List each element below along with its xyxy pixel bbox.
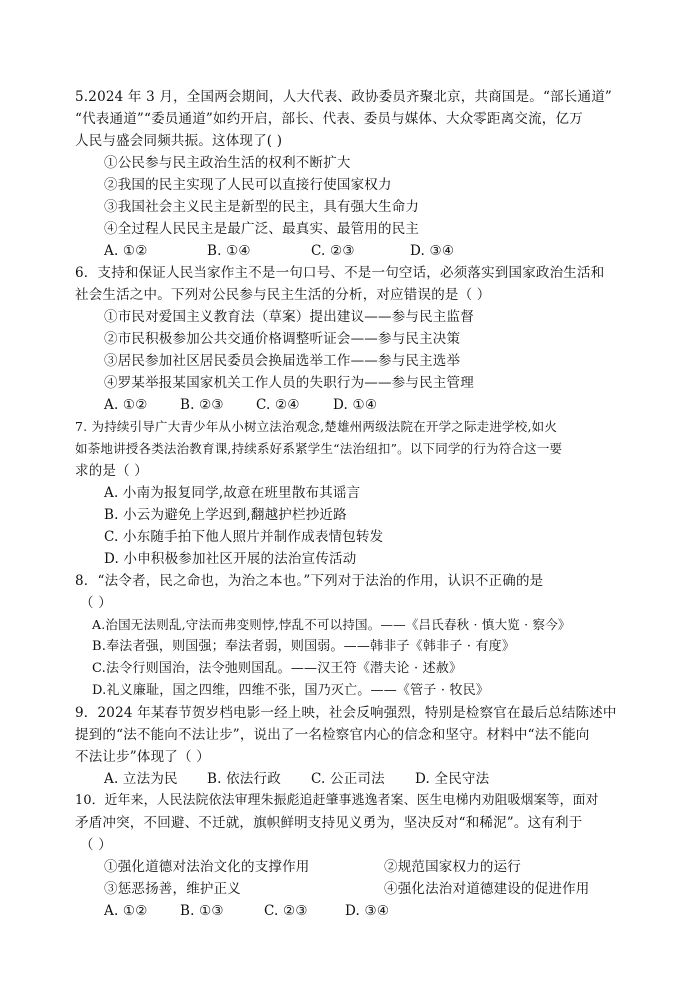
q6-statement-3: ③居民参加社区居民委员会换届选举工作——参与民主选举: [104, 353, 461, 369]
q5-option-a: A. ①②: [104, 243, 148, 259]
q9-option-a: A. 立法为民: [104, 771, 178, 787]
q9-stem-line-3: 不法让步”体现了（ ）: [75, 749, 210, 765]
q6-option-a: A. ①②: [104, 397, 148, 413]
q6-option-b: B. ②③: [180, 397, 224, 413]
q7-option-a: A. 小南为报复同学,故意在班里散布其谣言: [104, 485, 361, 501]
q9-option-c: C. 公正司法: [311, 771, 385, 787]
q10-option-d: D. ③④: [345, 903, 390, 919]
q10-option-a: A. ①②: [104, 903, 148, 919]
q9-stem-line-1: 9．2024 年某春节贺岁档电影一经上映，社会反响强烈，特别是检察官在最后总结陈述中: [75, 705, 617, 721]
q10-stem-line-1: 10．近年来，人民法院依法审理朱振彪追赶肇事逃逸者案、医生电梯内劝阻吸烟案等，面对: [75, 793, 599, 808]
q5-stem-line-1: 5.2024 年 3 月，全国两会期间，人大代表、政协委员齐聚北京，共商国是。“部长通道”: [75, 89, 613, 105]
q5-statement-3: ③我国社会主义民主是新型的民主，具有强大生命力: [104, 199, 420, 215]
q5-stem-line-3: 人民与盛会同频共振。这体现了( ): [75, 133, 283, 149]
q6-stem-line-2: 社会生活之中。下列对公民参与民主生活的分析，对应错误的是（ ）: [75, 287, 491, 303]
q8-stem-line-1: 8．“法令者，民之命也，为治之本也。”下列对于法治的作用，认识不正确的是: [75, 573, 544, 589]
q8-stem-line-2: （ ）: [80, 595, 112, 611]
q6-option-c: C. ②④: [256, 397, 300, 413]
q5-option-d: D. ③④: [410, 243, 455, 259]
q7-option-d: D. 小申积极参加社区开展的法治宣传活动: [104, 551, 357, 567]
q9-option-d: D. 全民守法: [415, 771, 490, 787]
q7-option-b: B. 小云为避免上学迟到,翻越护栏抄近路: [104, 507, 347, 523]
q5-statement-4: ④全过程人民民主是最广泛、最真实、最管用的民主: [104, 221, 420, 237]
q9-stem-line-2: 提到的“法不能向不法让步”，说出了一名检察官内心的信念和坚守。材料中“法不能向: [75, 727, 590, 743]
q7-stem-line-3: 求的是（ ）: [75, 463, 148, 479]
q10-stem-line-3: （ ）: [80, 837, 112, 853]
q6-option-d: D. ①④: [333, 397, 378, 413]
q8-option-d: D.礼义廉耻，国之四维，四维不张，国乃灭亡。——《管子 · 牧民》: [92, 683, 490, 698]
q7-option-c: C. 小东随手拍下他人照片并制作成表情包转发: [104, 529, 384, 545]
q10-statement-3: ③惩恶扬善，维护正义: [104, 881, 241, 897]
q6-statement-2: ②市民积极参加公共交通价格调整听证会——参与民主决策: [104, 331, 461, 347]
q6-statement-1: ①市民对爱国主义教育法（草案）提出建议——参与民主监督: [104, 309, 474, 325]
q7-stem-line-1: 7. 为持续引导广大青少年从小树立法治观念,楚雄州两级法院在开学之际走进学校,如火: [75, 419, 558, 434]
q7-stem-line-2: 如荼地讲授各类法治教育课,持续系好系紧学生“法治纽扣”。以下同学的行为符合这一要: [75, 441, 563, 456]
q8-option-a: A.治国无法则乱,守法而弗变则悖,悖乱不可以持国。——《吕氏春秋 · 慎大览 · 察今》: [92, 617, 571, 632]
q8-option-b: B.奉法者强，则国强；奉法者弱，则国弱。——韩非子《韩非子 · 有度》: [92, 639, 516, 654]
q10-stem-line-2: 矛盾冲突，不回避、不迁就，旗帜鲜明支持见义勇为，坚决反对“和稀泥”。这有利于: [75, 815, 583, 831]
q5-stem-line-2: “代表通道”“委员通道”如约开启，部长、代表、委员与媒体、大众零距离交流，亿万: [75, 111, 583, 127]
q5-option-b: B. ①④: [207, 243, 251, 259]
q10-statement-2: ②规范国家权力的运行: [384, 859, 521, 875]
q10-statement-1: ①强化道德对法治文化的支撑作用: [104, 859, 310, 875]
q8-option-c: C.法令行则国治，法令弛则国乱。——汉王符《潜夫论 · 述赦》: [92, 661, 463, 676]
q10-statement-4: ④强化法治对道德建设的促进作用: [384, 881, 590, 897]
q5-option-c: C. ②③: [311, 243, 355, 259]
q5-statement-1: ①公民参与民主政治生活的权利不断扩大: [104, 155, 351, 171]
q5-statement-2: ②我国的民主实现了人民可以直接行使国家权力: [104, 177, 392, 193]
q6-statement-4: ④罗某举报某国家机关工作人员的失职行为——参与民主管理: [104, 375, 474, 391]
q10-option-b: B. ①③: [180, 903, 224, 919]
q10-option-c: C. ②③: [264, 903, 308, 919]
q6-stem-line-1: 6．支持和保证人民当家作主不是一句口号、不是一句空话，必须落实到国家政治生活和: [75, 265, 605, 281]
q9-option-b: B. 依法行政: [207, 771, 281, 787]
